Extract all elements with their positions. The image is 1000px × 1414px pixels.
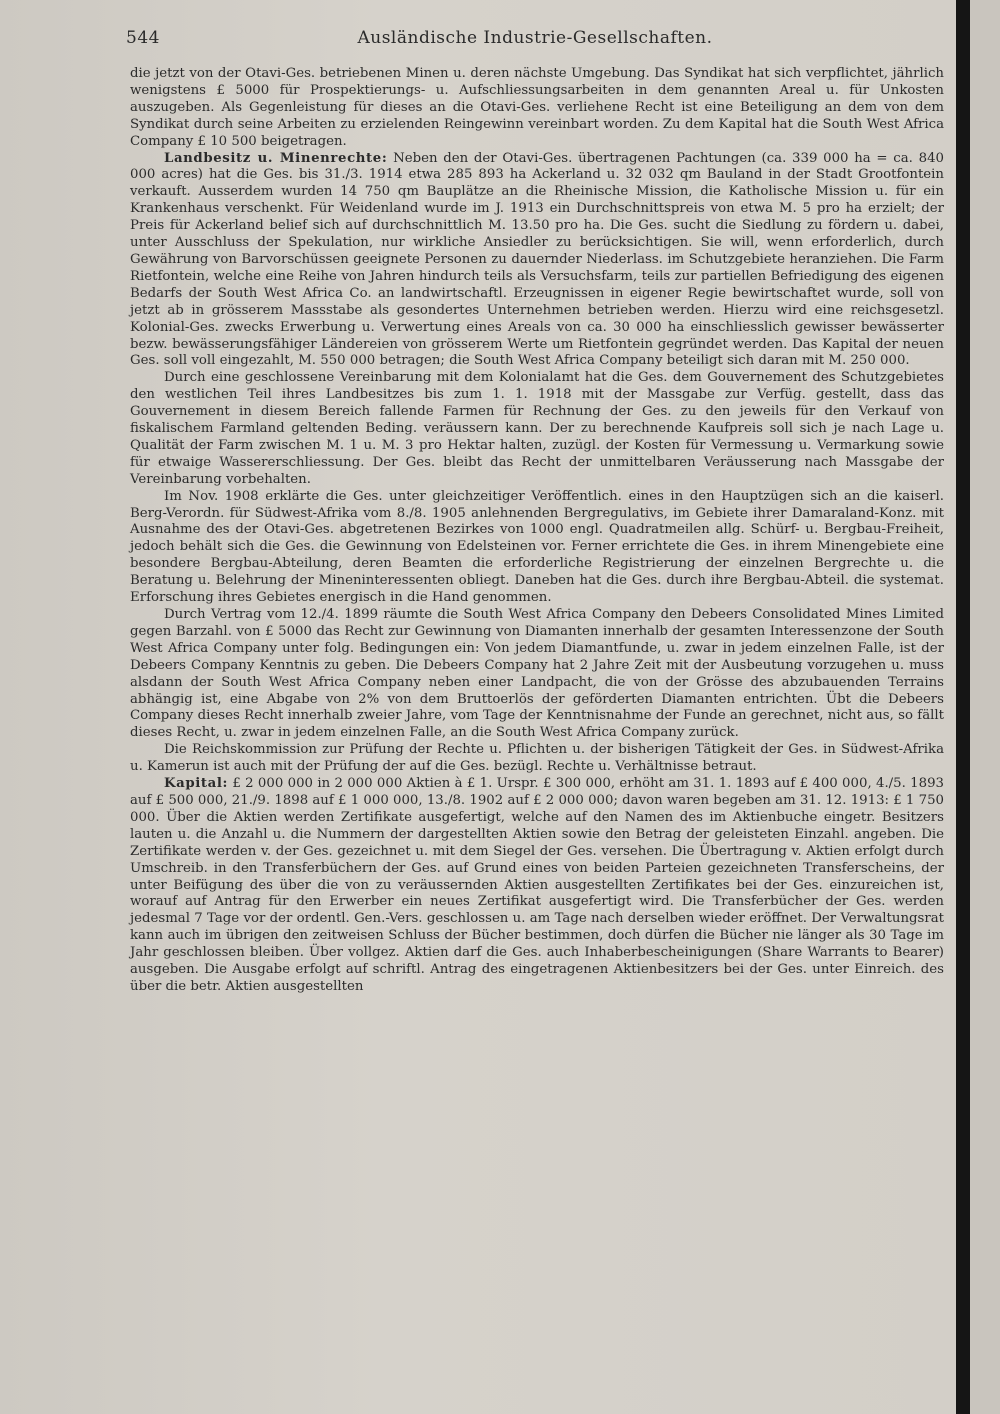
body-text bbox=[130, 66, 944, 996]
paragraph-kapital bbox=[130, 776, 944, 996]
page-header bbox=[126, 28, 944, 52]
paragraph-text: Durch eine geschlossene Vereinbarung mit dem Kolonialamt hat die Ges. dem Gouvernement des Schutzgebietes den westlichen Teil ihres Landbesitzes bis zum 1. 1. 1918 mit der Massgabe zur Verfüg. gestellt, dass das Gouvernement in diesem Bereich fallende Farmen für Rechnung der Ges. zu den jeweils für den Verkauf von fiskalischem Farmland geltenden Beding. veräussern kann. Der zu berechnende Kaufpreis soll sich je nach Lage u. Qualität der Farm zwischen M. 1 u. M. 3 pro Hektar halten, zuzügl. der Kosten für Vermessung u. Vermarkung sowie für etwaige Wassererschliessung. Der Ges. bleibt das Recht der unmittelbaren Veräusserung nach Massgabe der Vereinbarung vorbehalten. bbox=[130, 370, 944, 487]
paragraph-text: Durch Vertrag vom 12./4. 1899 räumte die South West Africa Company den Debeers Consolidated Mines Limited gegen Barzahl. von £ 5000 das Recht zur Gewinnung von Diamanten innerhalb der gesamten Interessenzone der South West Africa Company unter folg. Bedingungen ein: Von jedem Diamantfunde, u. zwar in jedem einzelnen Falle, ist der Debeers Company Kenntnis zu geben. Die Debeers Company hat 2 Jahre Zeit mit der Ausbeutung vorzugehen u. muss alsdann der South West Africa Company neben einer Landpacht, die von der Grösse des abzubauenden Terrains abhängig ist, eine Abgabe von 2% von dem Bruttoerlös der geförderten Diamanten entrichten. Übt die Debeers Company dieses Recht innerhalb zweier Jahre, vom Tage der Kenntnisnahme der Funde an gerechnet, nicht aus, so fällt dieses Recht, u. zwar in jedem einzelnen Falle, an die South West Africa Company zurück. bbox=[130, 607, 944, 741]
book-gutter bbox=[956, 0, 970, 1414]
paragraph-vereinbarung bbox=[130, 370, 944, 488]
paragraph-text: £ 2 000 000 in 2 000 000 Aktien à £ 1. Urspr. £ 300 000, erhöht am 31. 1. 1893 auf £ 400 000, 4./5. 1893 auf £ 500 000, 21./9. 1898 auf £ 1 000 000, 13./8. 1902 auf £ 2 000 000; davon waren begeben am 31. 12. 1913: £ 1 750 000. Über die Aktien werden Zertifikate ausgefertigt, welche auf den Namen des im Aktienbuche eingetr. Besitzers lauten u. die Anzahl u. die Nummern der dargestellten Aktien sowie den Betrag der geleisteten Einzahl. angeben. Die Zertifikate werden v. der Ges. gezeichnet u. mit dem Siegel der Ges. versehen. Die Übertragung v. Aktien erfolgt durch Umschreib. in den Transferbüchern der Ges. auf Grund eines von beiden Parteien gezeichneten Transferscheins, der unter Beifügung des über die von zu veräussernden Aktien ausgestellten Zertifikates bei der Ges. einzureichen ist, worauf auf Antrag für den Erwerber ein neues Zertifikat ausgefertigt wird. Die Transferbücher der Ges. werden jedesmal 7 Tage vor der ordentl. Gen.-Vers. geschlossen u. am Tage nach derselben wieder eröffnet. Der Verwaltungsrat kann auch im übrigen den zeitweisen Schluss der Bücher bestimmen, doch dürfen die Bücher nie länger als 30 Tage im Jahr geschlossen bleiben. Über vollgez. Aktien darf die Ges. auch Inhaberbescheinigungen (Share Warrants to Bearer) ausgeben. Die Ausgabe erfolgt auf schriftl. Antrag des eingetragenen Aktienbesitzers bei der Ges. unter Einreich. des über die betr. Aktien ausgestellten bbox=[130, 776, 944, 994]
paragraph-text: Die Reichskommission zur Prüfung der Rechte u. Pflichten u. der bisherigen Tätigkeit der Ges. in Südwest-Afrika u. Kamerun ist auch mit der Prüfung der auf die Ges. bezügl. Rechte u. Verhältnisse betraut. bbox=[130, 742, 944, 775]
paragraph-syndicate bbox=[130, 66, 944, 151]
paragraph-reichskommission bbox=[130, 742, 944, 776]
page-number: 544 bbox=[126, 28, 160, 48]
paragraph-text: die jetzt von der Otavi-Ges. betriebenen Minen u. deren nächste Umgebung. Das Syndikat hat sich verpflichtet, jährlich wenigstens £ 5000 für Prospektierungs- u. Aufschliessungsarbeiten in dem genannten Areal u. für Unkosten auszugeben. Als Gegenleistung für dieses an die Otavi-Ges. verliehene Recht ist eine Beteiligung an dem von dem Syndikat durch seine Arbeiten zu erzielenden Reingewinn vereinbart worden. Zu dem Kapital hat die South West Africa Company £ 10 500 beigetragen. bbox=[130, 66, 944, 149]
paragraph-debeers bbox=[130, 607, 944, 742]
paragraph-text: Im Nov. 1908 erklärte die Ges. unter gleichzeitiger Veröffentlich. eines in den Hauptzügen sich an die kaiserl. Berg-Verordn. für Südwest-Afrika vom 8./8. 1905 anlehnenden Bergregulativs, im Gebiete ihrer Damaraland-Konz. mit Ausnahme des der Otavi-Ges. abgetretenen Bezirkes von 1000 engl. Quadratmeilen allg. Schürf- u. Bergbau-Freiheit, jedoch behält sich die Ges. die Gewinnung von Edelsteinen vor. Ferner errichtete die Ges. in ihrem Minengebiete eine besondere Bergbau-Abteilung, deren Beamten die erforderliche Registrierung der einzelnen Bergrechte u. die Beratung u. Belehrung der Mineninteressenten obliegt. Daneben hat die Ges. durch ihre Bergbau-Abteil. die systemat. Erforschung ihres Gebietes energisch in die Hand genommen. bbox=[130, 488, 944, 606]
paragraph-text: Neben den der Otavi-Ges. übertragenen Pachtungen (ca. 339 000 ha = ca. 840 000 acres) hat die Ges. bis 31./3. 1914 etwa 285 893 ha Ackerland u. 32 032 qm Bauland in der Stadt Grootfontein verkauft. Ausserdem wurden 14 750 qm Bauplätze an die Rheinische Mission, die Katholische Mission u. für ein Krankenhaus verschenkt. Für Weidenland wurde im J. 1913 ein Durchschnittspreis von etwa M. 5 pro ha erzielt; der Preis für Ackerland belief sich auf durchschnittlich M. 13.50 pro ha. Die Ges. sucht die Siedlung zu fördern u. dabei, unter Ausschluss der Spekulation, nur wirkliche Ansiedler zu berücksichtigen. Sie will, wenn erforderlich, durch Gewährung von Barvorschüssen geeignete Personen zu dauernder Niederlass. im Schutzgebiete heranziehen. Die Farm Rietfontein, welche eine Reihe von Jahren hindurch teils als Versuchsfarm, teils zur partiellen Befriedigung des eigenen Bedarfs der South West Africa Co. an landwirtschaftl. Erzeugnissen in eigener Regie bewirtschaftet wurde, soll von jetzt ab in grösserem Massstabe als gesondertes Unternehmen betrieben werden. Hierzu wird eine reichsgesetzl. Kolonial-Ges. zwecks Erwerbung u. Verwertung eines Areals von ca. 30 000 ha einschliesslich gewisser bewässerter bezw. bewässerungsfähiger Ländereien von grösserem Werte um Rietfontein gegründet werden. Das Kapital der neuen Ges. soll voll eingezahlt, M. 550 000 betragen; die South West Africa Company beteiligt sich daran mit M. 250 000. bbox=[130, 150, 944, 369]
paragraph-bergregulativ bbox=[130, 489, 944, 607]
section-heading-landbesitz: Landbesitz u. Minenrechte: bbox=[164, 150, 388, 166]
adjacent-page-edge bbox=[970, 0, 1000, 1414]
paragraph-landbesitz bbox=[130, 151, 944, 371]
running-title: Ausländische Industrie-Gesellschaften. bbox=[357, 28, 713, 48]
section-heading-kapital: Kapital: bbox=[164, 776, 229, 792]
